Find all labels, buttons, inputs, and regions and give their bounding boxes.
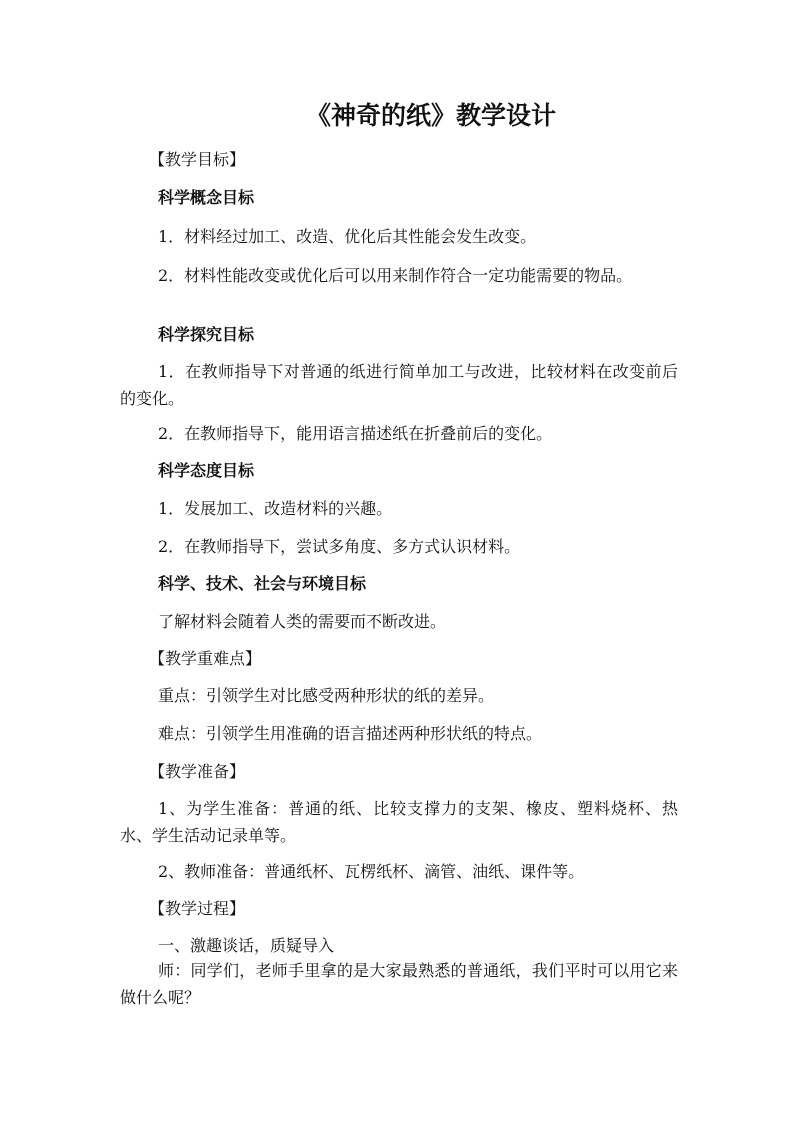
prep-item-1: 1、为学生准备：普通的纸、比较支撑力的支架、橡皮、塑料烧杯、热水、学生活动记录单等。: [120, 799, 678, 845]
attitude-item-1: 1．发展加工、改造材料的兴趣。: [158, 499, 393, 518]
process-teacher-1: 师：同学们，老师手里拿的是大家最熟悉的普通纸，我们平时可以用它来做什么呢？: [120, 961, 678, 1007]
concept-item-1: 1．材料经过加工、改造、优化后其性能会发生改变。: [158, 227, 537, 246]
keypoints-heading: 【教学重难点】: [149, 649, 262, 668]
stse-heading: 科学、技术、社会与环境目标: [158, 574, 367, 593]
preparation-heading: 【教学准备】: [149, 762, 246, 781]
attitude-item-2: 2．在教师指导下，尝试多角度、多方式认识材料。: [158, 537, 521, 556]
inquiry-item-2: 2．在教师指导下，能用语言描述纸在折叠前后的变化。: [158, 424, 553, 443]
page-title: 《神奇的纸》教学设计: [305, 101, 556, 130]
process-step-1: 一、激趣谈话，质疑导入: [158, 936, 335, 955]
inquiry-item-1: 1．在教师指导下对普通的纸进行简单加工与改进，比较材料在改变前后的变化。: [120, 362, 678, 408]
attitude-heading: 科学态度目标: [158, 461, 255, 480]
inquiry-heading: 科学探究目标: [158, 325, 255, 344]
stse-item-1: 了解材料会随着人类的需要而不断改进。: [158, 612, 447, 631]
concept-item-2: 2．材料性能改变或优化后可以用来制作符合一定功能需要的物品。: [158, 266, 633, 285]
key-point: 重点：引领学生对比感受两种形状的纸的差异。: [158, 686, 495, 705]
prep-item-2: 2、教师准备：普通纸杯、瓦楞纸杯、滴管、油纸、课件等。: [158, 862, 585, 881]
concept-heading: 科学概念目标: [158, 188, 255, 207]
difficult-point: 难点：引领学生用准确的语言描述两种形状纸的特点。: [158, 724, 543, 743]
objectives-heading: 【教学目标】: [149, 150, 246, 169]
process-heading: 【教学过程】: [149, 899, 246, 918]
